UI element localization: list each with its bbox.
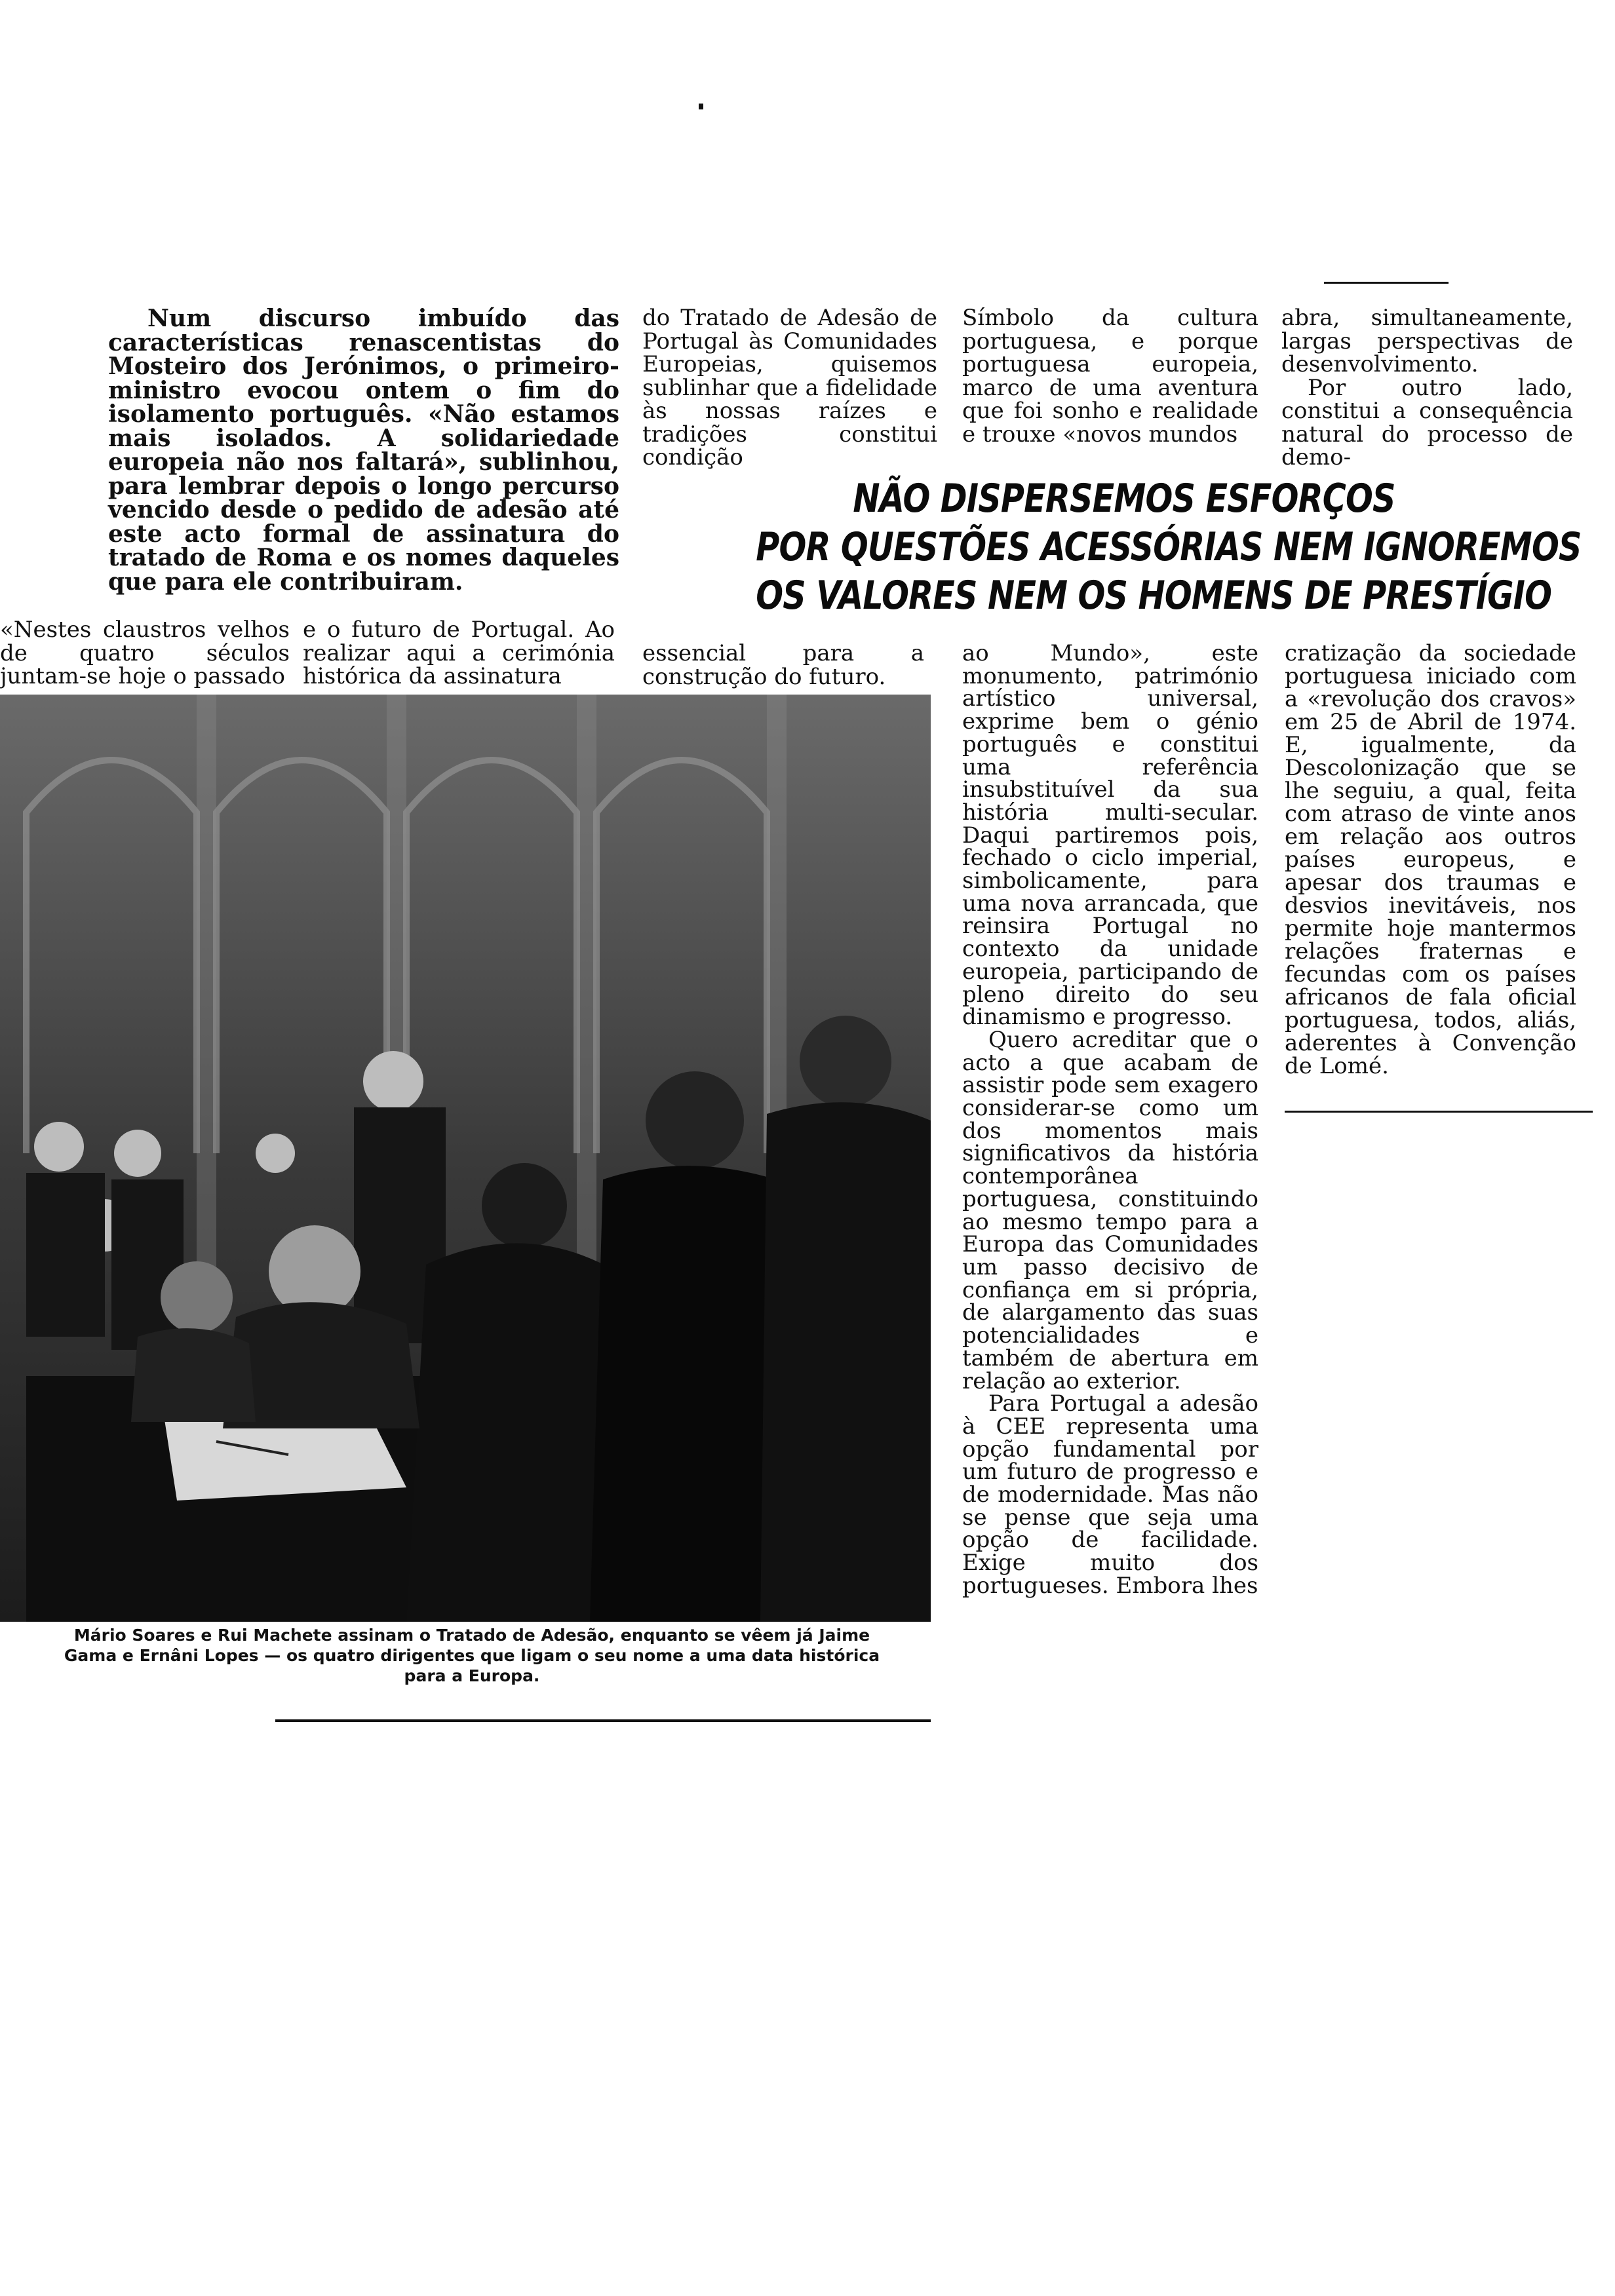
bottom-rule [275,1719,931,1722]
col5-bottom-text: cratização da sociedade portuguesa iniciado com a «revolução dos cravos» em 25 de Abril de 1974. E, igualmente, da Descolonização que se lhe seguiu, a qual, feita com atraso de vinte anos em relação aos outros países europeus, e apesar dos traumas e desvios inevitáveis, nos permite hoje mantermos relações fraternas e fecundas com os países africanos de fala oficial portuguesa, todos, aliás, aderentes à Convenção de Lomé. [1285,640,1576,1079]
headline-line-1: NÃO DISPERSEMOS ESFORÇOS [853,476,1395,522]
caption-line-1: Mário Soares e Rui Machete assinam o Tratado de Adesão, enquanto se vêem já Jaime [73,1626,870,1645]
col3-bottom [642,642,924,689]
col5-para-2: Por outro lado, constitui a consequência natural do processo de demo- [1281,374,1573,470]
caption-line-3: para a Europa. [404,1666,540,1685]
signing-ceremony-photo [0,695,931,1622]
col5-top [1281,307,1573,470]
col4-para-3: Para Portugal a adesão à CEE representa uma opção fundamental por um futuro de progresso e de modernidade. Mas não se pense que seja uma opção de facilidade. Exige muito dos portugueses. Embora lhes [962,1390,1258,1599]
photo-caption [20,1625,924,1686]
right-column-rule [1285,1111,1593,1113]
col1-below-text: «Nestes claustros velhos de quatro séculos juntam-se hoje o passado [0,617,290,689]
col1-below [0,619,290,689]
photo-illustration [0,695,931,1622]
intro-paragraph [108,307,619,594]
col4-bottom [962,642,1258,1598]
headline-line-2: POR QUESTÕES ACESSÓRIAS NEM IGNOREMOS [756,524,1582,570]
top-corner-rule [1324,282,1449,284]
col4-para-1: ao Mundo», este monumento, património artístico universal, exprime bem o génio português e constitui uma referência insubstituível da sua história multi-secular. Daqui partiremos pois, fechado o ciclo imperial, simbolicamente, para uma nova arrancada, que reinsira Portugal no contexto da unidade europeia, participando de pleno direito do seu dinamismo e progresso. [962,640,1258,1031]
scan-dot [699,104,703,109]
col4-top [962,307,1258,446]
col3-top [642,307,937,470]
col5-bottom [1285,642,1576,1078]
col4-top-text: Símbolo da cultura portuguesa, e porque portuguesa europeia, marco de uma aventura que foi sonho e realidade e trouxe «novos mundos [962,305,1258,448]
col2-below-text: e o futuro de Portugal. Ao realizar aqui a cerimónia histórica da assinatura [303,617,615,689]
headline [756,474,1582,620]
intro-text: Num discurso imbuído das características renascentistas do Mosteiro dos Jerónimos, o primeiro-ministro evocou ontem o fim do isolamento português. «Não estamos mais isolados. A solidariedade europeia não nos faltará», sublinhou, para lembrar depois o longo percurso vencido desde o pedido de adesão até este acto formal de assinatura do tratado de Roma e os nomes daqueles que para ele contribuiram. [108,305,619,596]
caption-line-2: Gama e Ernâni Lopes — os quatro dirigentes que ligam o seu nome a uma data histórica [64,1646,880,1665]
col2-below [303,619,615,689]
col5-para-1: abra, simultaneamente, largas perspectivas de desenvolvimento. [1281,305,1573,377]
headline-line-3: OS VALORES NEM OS HOMENS DE PRESTÍGIO [756,573,1552,619]
col3-bottom-text: essencial para a construção do futuro. [642,640,924,690]
col3-top-text: do Tratado de Adesão de Portugal às Comunidades Europeias, quisemos sublinhar que a fidelidade às nossas raízes e tradições constitui condição [642,305,937,470]
col4-para-2: Quero acreditar que o acto a que acabam de assistir pode sem exagero considerar-se como um dos momentos mais significativos da história contemporânea portuguesa, constituindo ao mesmo tempo para a Europa das Comunidades um passo decisivo de confiança em si própria, de alargamento das suas potencialidades e também de abertura em relação ao exterior. [962,1026,1258,1394]
